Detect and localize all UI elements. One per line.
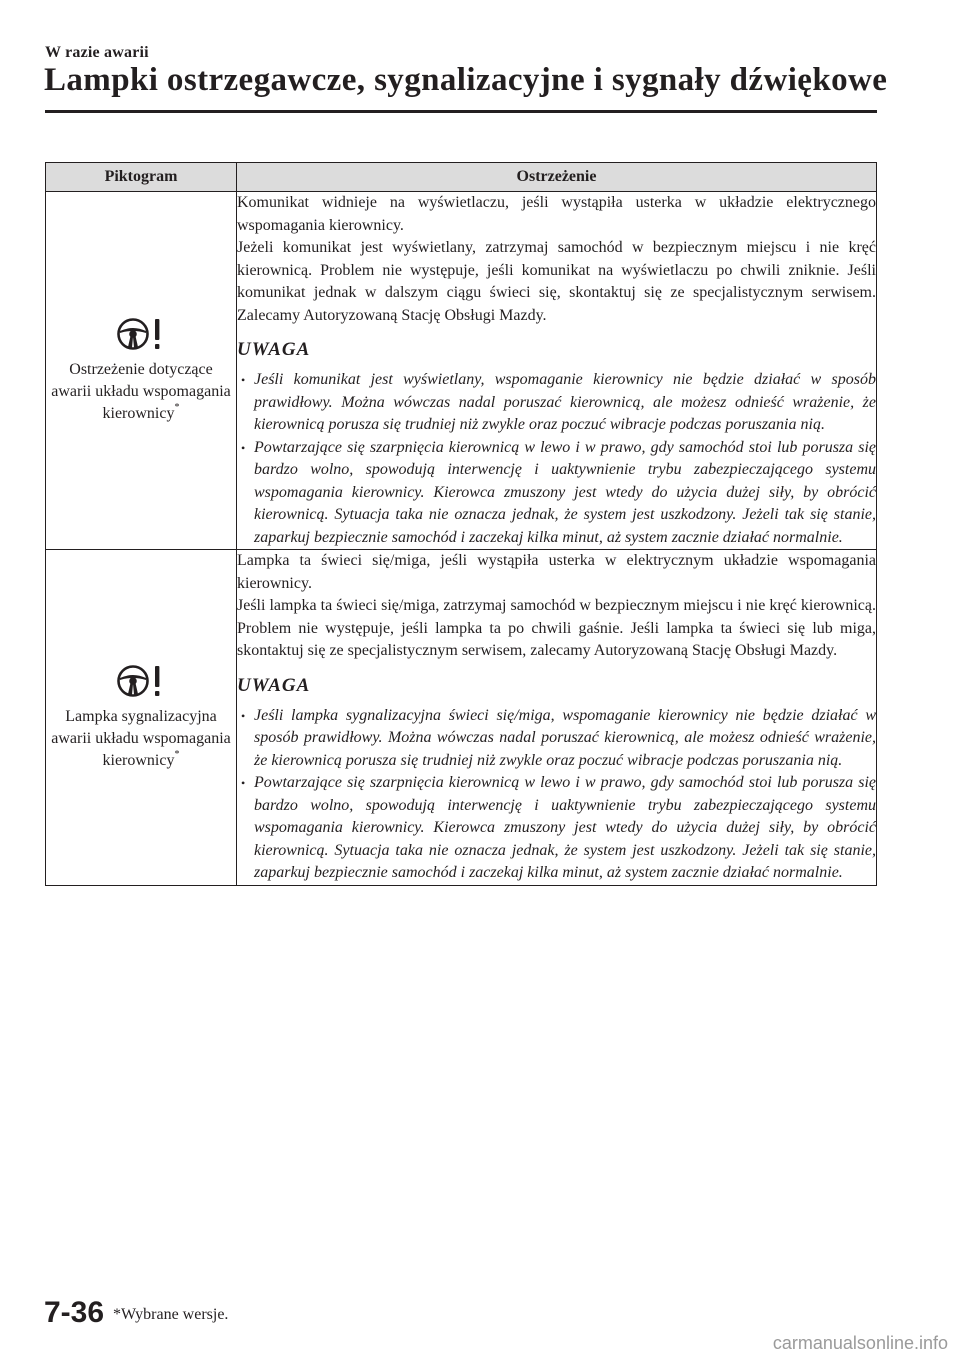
description-cell (237, 550, 877, 886)
section-label: W razie awarii (45, 44, 149, 61)
pictogram-label: Lampka sygnalizacyjna awarii układu wspomagania kierownicy* (51, 707, 231, 769)
list-item: • Jeśli komunikat jest wyświetlany, wspomaganie kierownicy nie będzie działać w sposób prawidłowy. Można wówczas nadal poruszać kierownicą, ale możesz odnieść wrażenie, że kierownicą porusza się trudniej niż zwykle oraz poczuć wibracje podczas poruszania nią. (241, 371, 876, 433)
page-title: Lampki ostrzegawcze, sygnalizacyjne i sygnały dźwiękowe (44, 62, 888, 98)
note-list (237, 705, 876, 885)
table-row (46, 192, 877, 550)
list-item: • Jeśli lampka sygnalizacyjna świeci się/miga, wspomaganie kierownicy nie będzie działać w sposób prawidłowy. Można wówczas nadal poruszać kierownicą, ale możesz odnieść wrażenie, że kierownicą porusza się trudniej niż zwykle oraz poczuć wibracje podczas poruszania nią. (241, 706, 876, 769)
description-paragraph: Jeśli lampka ta świeci się/miga, zatrzymaj samochód w bezpiecznym miejscu i nie kręć kierownicą. Problem nie występuje, jeśli lampka ta po chwili gaśnie. Jeśli lampka ta świeci się lub miga, skontaktuj się ze specjalistycznym serwisem, zalecamy Autoryzowaną Stację Obsługi Mazdy. (237, 597, 876, 659)
bullet-icon: • (241, 776, 246, 790)
bullet-icon: • (241, 373, 246, 387)
pictogram-cell (46, 550, 237, 886)
page-number: 7-36 (44, 1296, 105, 1329)
column-header-warning: Ostrzeżenie (237, 163, 877, 192)
footnote-asterisk: * (174, 402, 180, 413)
footnote: *Wybrane wersje. (113, 1306, 229, 1323)
description-paragraph: Lampka ta świeci się/miga, jeśli wystąpiła usterka w elektrycznym układzie wspomagania kierownicy. (237, 552, 876, 592)
list-item: • Powtarzające się szarpnięcia kierownicą w lewo i w prawo, gdy samochód stoi lub porusza się bardzo wolno, spowodują interwencję i uaktywnienie trybu zabezpieczającego systemu wspomagania kierownicy. Kierowca zmuszony jest wtedy do użycia dużej siły, by obrócić kierownicą. Sytuacja taka nie oznacza jednak, że system jest uszkodzony. Jeżeli tak się stanie, zaparkuj bezpiecznie samochód i zaczekaj kilka minut, aż system zacznie działać normalnie. (241, 438, 876, 546)
note-list (237, 369, 876, 549)
table-row (46, 550, 877, 886)
list-item: • Powtarzające się szarpnięcia kierownicą w lewo i w prawo, gdy samochód stoi lub porusza się bardzo wolno, spowodują interwencję i uaktywnienie trybu zabezpieczającego systemu wspomagania kierownicy. Kierowca zmuszony jest wtedy do użycia dużej siły, by obrócić kierownicą. Sytuacja taka nie oznacza jednak, że system jest uszkodzony. Jeżeli tak się stanie, zaparkuj bezpiecznie samochód i zaczekaj kilka minut, aż system zacznie działać normalnie. (241, 774, 876, 881)
steering-wheel-exclamation-icon (115, 663, 167, 699)
watermark: carmanualsonline.info (772, 1333, 948, 1353)
warning-lights-table (45, 162, 877, 886)
description-paragraph: Jeżeli komunikat jest wyświetlany, zatrzymaj samochód w bezpiecznym miejscu i nie kręć kierownicą. Problem nie występuje, jeśli komunikat na wyświetlaczu po chwili zniknie. Jeśli komunikat jednak w dalszym ciągu świeci się, skontaktuj się ze specjalistycznym serwisem. Zalecamy Autoryzowaną Stację Obsługi Mazdy. (237, 239, 876, 324)
title-divider (45, 110, 877, 113)
steering-wheel-exclamation-icon (115, 316, 167, 352)
description-paragraph: Komunikat widnieje na wyświetlaczu, jeśli wystąpiła usterka w układzie elektrycznego wspomagania kierownicy. (237, 194, 876, 234)
column-header-pictogram: Piktogram (46, 163, 237, 192)
pictogram-label: Ostrzeżenie dotyczące awarii układu wspomagania kierownicy* (51, 361, 231, 422)
note-heading: UWAGA (237, 674, 311, 696)
note-heading: UWAGA (237, 339, 311, 360)
footnote-asterisk: * (174, 748, 180, 760)
table-header-row (46, 163, 877, 192)
pictogram-cell (46, 192, 237, 550)
description-cell (237, 192, 877, 550)
bullet-icon: • (241, 708, 246, 723)
bullet-icon: • (241, 440, 246, 455)
